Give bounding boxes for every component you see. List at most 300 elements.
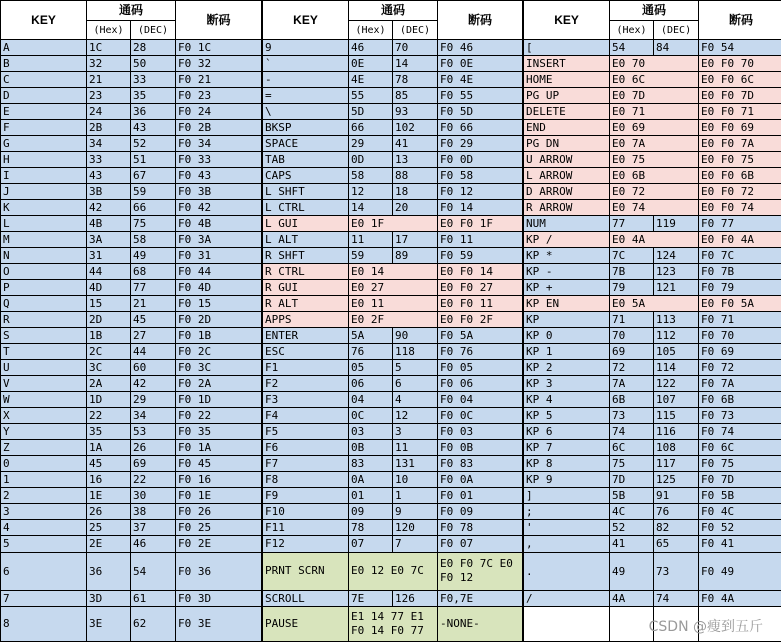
key-cell: P (1, 280, 87, 296)
key-cell: H (1, 152, 87, 168)
table-row (263, 312, 523, 328)
key-cell: 4 (1, 520, 87, 536)
dec-cell: 41 (393, 136, 438, 152)
key-cell: R GUI (263, 280, 349, 296)
break-cell: F0 76 (438, 344, 523, 360)
table-row (263, 152, 523, 168)
table-row (524, 104, 781, 120)
key-cell: V (1, 376, 87, 392)
break-cell: F0 49 (699, 552, 781, 590)
dec-cell: 60 (131, 360, 176, 376)
key-cell: ` (263, 56, 349, 72)
hex-cell: 32 (87, 56, 131, 72)
dec-cell: 117 (654, 456, 699, 472)
dec-cell: 29 (131, 392, 176, 408)
table-row (1, 232, 262, 248)
break-cell: F0 55 (438, 88, 523, 104)
key-cell: PRNT SCRN (263, 552, 349, 590)
break-cell: F0 77 (699, 216, 781, 232)
table-row (524, 280, 781, 296)
dec-cell: 73 (654, 552, 699, 590)
dec-cell: 113 (654, 312, 699, 328)
table-row (1, 312, 262, 328)
dec-cell: 54 (131, 552, 176, 590)
hex-cell: 21 (87, 72, 131, 88)
break-cell: E0 F0 7D (699, 88, 781, 104)
dec-cell: 82 (654, 520, 699, 536)
table-row (1, 104, 262, 120)
dec-cell: 30 (131, 488, 176, 504)
key-cell: DELETE (524, 104, 610, 120)
break-cell: F0 5A (438, 328, 523, 344)
key-cell: F5 (263, 424, 349, 440)
dec-cell: 119 (654, 216, 699, 232)
key-cell: D ARROW (524, 184, 610, 200)
break-cell: E0 F0 5A (699, 296, 781, 312)
dec-cell: 108 (654, 440, 699, 456)
table-row (1, 424, 262, 440)
key-cell: - (263, 72, 349, 88)
dec-cell: 50 (131, 56, 176, 72)
table-row (524, 120, 781, 136)
break-cell: F0 31 (176, 248, 262, 264)
dec-cell: 124 (654, 248, 699, 264)
hex-cell: E0 6C (610, 72, 699, 88)
break-cell: F0 6C (699, 440, 781, 456)
table-row (263, 456, 523, 472)
key-cell: INSERT (524, 56, 610, 72)
break-cell: F0 01 (438, 488, 523, 504)
hex-cell: 83 (349, 456, 393, 472)
break-cell: F0 4C (699, 504, 781, 520)
table-row (263, 248, 523, 264)
table-row (263, 200, 523, 216)
table-row (263, 280, 523, 296)
hex-cell: 15 (87, 296, 131, 312)
hex-cell: 58 (349, 168, 393, 184)
hex-cell: 05 (349, 360, 393, 376)
table-row (1, 296, 262, 312)
break-cell: F0 35 (176, 424, 262, 440)
break-cell: F0 7A (699, 376, 781, 392)
table-row (263, 408, 523, 424)
dec-cell: 33 (131, 72, 176, 88)
table-row (263, 606, 523, 641)
break-cell: E0 F0 71 (699, 104, 781, 120)
table-row (1, 40, 262, 56)
break-cell: F0 66 (438, 120, 523, 136)
table-row (1, 168, 262, 184)
dec-cell: 66 (131, 200, 176, 216)
dec-cell: 5 (393, 360, 438, 376)
break-cell: F0 34 (176, 136, 262, 152)
key-cell: F4 (263, 408, 349, 424)
key-cell: L (1, 216, 87, 232)
dec-cell: 52 (131, 136, 176, 152)
table-row (1, 440, 262, 456)
table-row (1, 344, 262, 360)
table-row (524, 440, 781, 456)
hex-cell: 1D (87, 392, 131, 408)
dec-cell: 4 (393, 392, 438, 408)
table-row (1, 520, 262, 536)
header-hex: (Hex) (87, 21, 131, 40)
table-row (263, 504, 523, 520)
table-row (524, 168, 781, 184)
dec-cell: 27 (131, 328, 176, 344)
key-cell (524, 606, 610, 641)
table-row (1, 264, 262, 280)
key-cell: KP 4 (524, 392, 610, 408)
table-row (524, 520, 781, 536)
hex-cell: 35 (87, 424, 131, 440)
table-row (263, 520, 523, 536)
table-row (1, 328, 262, 344)
hex-cell: 3A (87, 232, 131, 248)
key-cell: 6 (1, 552, 87, 590)
key-cell: KP / (524, 232, 610, 248)
dec-cell: 59 (131, 184, 176, 200)
key-cell: SCROLL (263, 590, 349, 606)
break-cell: F0 14 (438, 200, 523, 216)
key-cell: F2 (263, 376, 349, 392)
table-row (1, 72, 262, 88)
break-cell: E0 F0 7C E0 F0 12 (438, 552, 523, 590)
dec-cell: 90 (393, 328, 438, 344)
table-row (1, 376, 262, 392)
hex-cell: 24 (87, 104, 131, 120)
table-row (263, 590, 523, 606)
key-cell: 0 (1, 456, 87, 472)
break-cell: F0 52 (699, 520, 781, 536)
table-row (524, 200, 781, 216)
break-cell: F0 4E (438, 72, 523, 88)
dec-cell: 121 (654, 280, 699, 296)
dec-cell: 115 (654, 408, 699, 424)
hex-cell: 0D (349, 152, 393, 168)
hex-cell: 66 (349, 120, 393, 136)
hex-cell: 11 (349, 232, 393, 248)
hex-cell: 2A (87, 376, 131, 392)
key-cell: HOME (524, 72, 610, 88)
dec-cell: 126 (393, 590, 438, 606)
key-cell: KP 2 (524, 360, 610, 376)
break-cell: F0 1C (176, 40, 262, 56)
break-cell: F0 25 (176, 520, 262, 536)
break-cell: E0 F0 4A (699, 232, 781, 248)
key-cell: KP EN (524, 296, 610, 312)
key-cell: [ (524, 40, 610, 56)
table-row (263, 72, 523, 88)
break-cell: E0 F0 1F (438, 216, 523, 232)
key-cell: O (1, 264, 87, 280)
hex-cell: E0 5A (610, 296, 699, 312)
break-cell: F0 04 (438, 392, 523, 408)
dec-cell: 91 (654, 488, 699, 504)
table-row (263, 376, 523, 392)
table-row (524, 488, 781, 504)
header-dec: (DEC) (654, 21, 699, 40)
break-cell: F0 0B (438, 440, 523, 456)
hex-cell: 31 (87, 248, 131, 264)
key-cell: 2 (1, 488, 87, 504)
key-cell: F1 (263, 360, 349, 376)
key-cell: TAB (263, 152, 349, 168)
hex-cell: E0 27 (349, 280, 438, 296)
table-row (263, 120, 523, 136)
hex-cell: 36 (87, 552, 131, 590)
break-cell: F0 58 (438, 168, 523, 184)
hex-cell: 1C (87, 40, 131, 56)
hex-cell: E0 11 (349, 296, 438, 312)
break-cell: E0 F0 72 (699, 184, 781, 200)
table-row (1, 136, 262, 152)
break-cell: F0 0E (438, 56, 523, 72)
hex-cell: E0 4A (610, 232, 699, 248)
key-cell: KP 5 (524, 408, 610, 424)
hex-cell: 07 (349, 536, 393, 552)
dec-cell: 42 (131, 376, 176, 392)
hex-cell: 22 (87, 408, 131, 424)
table-row (263, 104, 523, 120)
dec-cell: 84 (654, 40, 699, 56)
table-row (524, 152, 781, 168)
watermark: CSDN @瘦到五斤 (648, 619, 763, 635)
key-cell: KP 8 (524, 456, 610, 472)
key-cell: F12 (263, 536, 349, 552)
table-row (524, 590, 781, 606)
table-row (524, 264, 781, 280)
break-cell: -NONE- (438, 606, 523, 641)
hex-cell: E0 6B (610, 168, 699, 184)
hex-cell: E0 12 E0 7C (349, 552, 438, 590)
break-cell: F0 3A (176, 232, 262, 248)
header-hex: (Hex) (610, 21, 654, 40)
header-key: KEY (524, 1, 610, 40)
dec-cell: 114 (654, 360, 699, 376)
break-cell: F0 42 (176, 200, 262, 216)
key-cell: ENTER (263, 328, 349, 344)
break-cell: E0 F0 74 (699, 200, 781, 216)
break-cell: F0 5B (699, 488, 781, 504)
key-cell: F3 (263, 392, 349, 408)
break-cell: F0 32 (176, 56, 262, 72)
key-cell: A (1, 40, 87, 56)
hex-cell: E0 72 (610, 184, 699, 200)
table-row (1, 536, 262, 552)
hex-cell: 0C (349, 408, 393, 424)
key-cell: C (1, 72, 87, 88)
dec-cell: 9 (393, 504, 438, 520)
key-cell: S (1, 328, 87, 344)
key-cell: U (1, 360, 87, 376)
key-cell: CAPS (263, 168, 349, 184)
break-cell: E0 F0 2F (438, 312, 523, 328)
header-hex: (Hex) (349, 21, 393, 40)
key-cell: B (1, 56, 87, 72)
hex-cell: 43 (87, 168, 131, 184)
key-cell: Y (1, 424, 87, 440)
table-row (1, 88, 262, 104)
header-dec: (DEC) (131, 21, 176, 40)
table-row (1, 360, 262, 376)
break-cell: F0 4B (176, 216, 262, 232)
key-cell: F7 (263, 456, 349, 472)
table-row (263, 232, 523, 248)
hex-cell: 75 (610, 456, 654, 472)
dec-cell: 122 (654, 376, 699, 392)
key-cell: = (263, 88, 349, 104)
key-cell: KP - (524, 264, 610, 280)
hex-cell: 5D (349, 104, 393, 120)
break-cell: F0 70 (699, 328, 781, 344)
key-cell: Q (1, 296, 87, 312)
hex-cell: 7B (610, 264, 654, 280)
dec-cell: 43 (131, 120, 176, 136)
dec-cell: 67 (131, 168, 176, 184)
hex-cell: 3E (87, 606, 131, 641)
break-cell: F0 83 (438, 456, 523, 472)
hex-cell: 0B (349, 440, 393, 456)
key-cell: L ALT (263, 232, 349, 248)
dec-cell: 125 (654, 472, 699, 488)
break-cell: F0 78 (438, 520, 523, 536)
table-row (263, 56, 523, 72)
break-cell: F0 07 (438, 536, 523, 552)
header-dec: (DEC) (393, 21, 438, 40)
break-cell: F0 69 (699, 344, 781, 360)
key-cell: ' (524, 520, 610, 536)
table-row (1, 392, 262, 408)
key-cell: SPACE (263, 136, 349, 152)
key-cell: PG UP (524, 88, 610, 104)
break-cell: F0 45 (176, 456, 262, 472)
key-cell: KP 1 (524, 344, 610, 360)
key-cell: R ARROW (524, 200, 610, 216)
dec-cell: 77 (131, 280, 176, 296)
table-row (1, 472, 262, 488)
break-cell: F0,7E (438, 590, 523, 606)
dec-cell: 38 (131, 504, 176, 520)
hex-cell: 4A (610, 590, 654, 606)
hex-cell: 6B (610, 392, 654, 408)
hex-cell: 6C (610, 440, 654, 456)
table-row (263, 552, 523, 590)
break-cell: E0 F0 75 (699, 152, 781, 168)
hex-cell: 09 (349, 504, 393, 520)
break-cell: F0 44 (176, 264, 262, 280)
hex-cell (610, 606, 654, 641)
break-cell: F0 29 (438, 136, 523, 152)
header-break: 断码 (176, 1, 262, 40)
break-cell: F0 26 (176, 504, 262, 520)
key-cell: F6 (263, 440, 349, 456)
dec-cell: 61 (131, 590, 176, 606)
table-row (524, 312, 781, 328)
dec-cell: 11 (393, 440, 438, 456)
dec-cell: 10 (393, 472, 438, 488)
break-cell: F0 43 (176, 168, 262, 184)
table-row (524, 552, 781, 590)
dec-cell: 74 (654, 590, 699, 606)
break-cell: F0 09 (438, 504, 523, 520)
key-cell: 3 (1, 504, 87, 520)
header-key: KEY (1, 1, 87, 40)
key-cell: PG DN (524, 136, 610, 152)
key-cell: . (524, 552, 610, 590)
hex-cell: 25 (87, 520, 131, 536)
hex-cell: E0 14 (349, 264, 438, 280)
dec-cell: 88 (393, 168, 438, 184)
hex-cell: 7D (610, 472, 654, 488)
table-row (1, 152, 262, 168)
table-row (263, 424, 523, 440)
dec-cell: 3 (393, 424, 438, 440)
break-cell: F0 71 (699, 312, 781, 328)
hex-cell: 79 (610, 280, 654, 296)
dec-cell: 78 (393, 72, 438, 88)
table-row (263, 216, 523, 232)
dec-cell: 14 (393, 56, 438, 72)
hex-cell: 55 (349, 88, 393, 104)
break-cell: F0 4D (176, 280, 262, 296)
key-cell: 7 (1, 590, 87, 606)
table-row (524, 408, 781, 424)
key-cell: R SHFT (263, 248, 349, 264)
dec-cell: 20 (393, 200, 438, 216)
key-cell: M (1, 232, 87, 248)
table-row (524, 56, 781, 72)
break-cell: F0 24 (176, 104, 262, 120)
break-cell: F0 2E (176, 536, 262, 552)
table-row (263, 296, 523, 312)
break-cell: F0 1A (176, 440, 262, 456)
hex-cell: 33 (87, 152, 131, 168)
table-row (263, 264, 523, 280)
dec-cell: 116 (654, 424, 699, 440)
key-cell: KP 7 (524, 440, 610, 456)
key-cell: PAUSE (263, 606, 349, 641)
hex-cell: 0E (349, 56, 393, 72)
dec-cell: 53 (131, 424, 176, 440)
break-cell: E0 F0 6B (699, 168, 781, 184)
break-cell: F0 5D (438, 104, 523, 120)
hex-cell: 04 (349, 392, 393, 408)
hex-cell: E0 75 (610, 152, 699, 168)
break-cell: F0 3B (176, 184, 262, 200)
break-cell: F0 15 (176, 296, 262, 312)
hex-cell: 70 (610, 328, 654, 344)
key-cell: N (1, 248, 87, 264)
break-cell: F0 33 (176, 152, 262, 168)
key-cell: KP + (524, 280, 610, 296)
dec-cell: 37 (131, 520, 176, 536)
dec-cell: 36 (131, 104, 176, 120)
dec-cell: 51 (131, 152, 176, 168)
break-cell: F0 3D (176, 590, 262, 606)
table-row (263, 168, 523, 184)
dec-cell: 34 (131, 408, 176, 424)
table-row (263, 184, 523, 200)
dec-cell: 49 (131, 248, 176, 264)
hex-cell: 1A (87, 440, 131, 456)
break-cell: F0 75 (699, 456, 781, 472)
break-cell: E0 F0 27 (438, 280, 523, 296)
break-cell: E0 F0 6C (699, 72, 781, 88)
break-cell: E0 F0 11 (438, 296, 523, 312)
table-row (524, 136, 781, 152)
table-row (1, 552, 262, 590)
